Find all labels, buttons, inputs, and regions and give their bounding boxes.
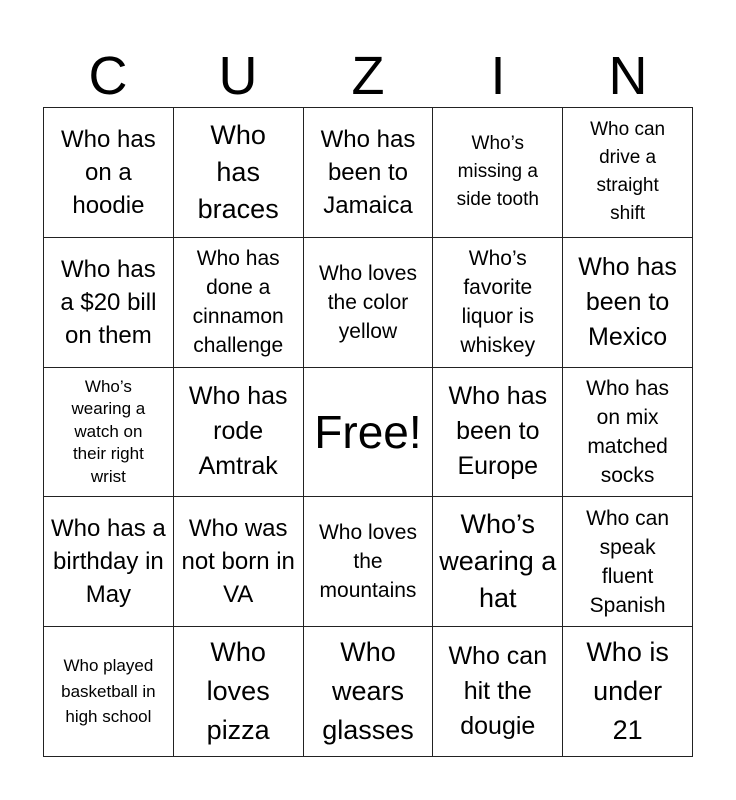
cell-text: Who’s favorite liquor is whiskey <box>460 247 536 358</box>
cell-text: Who can hit the dougie <box>448 642 548 741</box>
bingo-cell-r3c5[interactable] <box>563 368 693 498</box>
free-space-label: Free! <box>314 405 422 458</box>
bingo-cell-r2c4[interactable] <box>433 238 563 368</box>
bingo-cell-r5c5[interactable] <box>563 627 693 757</box>
bingo-header <box>43 46 693 106</box>
cell-text: Who has a birthday in May <box>51 515 166 609</box>
cell-text: Who loves pizza <box>206 637 270 746</box>
cell-text: Who has rode Amtrak <box>188 382 288 481</box>
cell-text: Who was not born in VA <box>181 515 295 609</box>
bingo-cell-r2c1[interactable] <box>44 238 174 368</box>
bingo-cell-r3c1[interactable] <box>44 368 174 498</box>
cell-text: Who has a $20 bill on them <box>60 255 157 349</box>
cell-text: Who has been to Jamaica <box>320 125 416 219</box>
cell-text: Who has done a cinnamon challenge <box>192 247 284 358</box>
bingo-cell-r5c1[interactable] <box>44 627 174 757</box>
cell-text: Who has braces <box>197 119 279 224</box>
bingo-grid <box>43 107 693 757</box>
header-letter-z: Z <box>351 46 385 106</box>
cell-text: Who has on a hoodie <box>61 125 156 219</box>
cell-text: Who’s wearing a watch on their right wrist <box>71 376 146 486</box>
bingo-cell-r5c4[interactable] <box>433 627 563 757</box>
cell-text: Who wears glasses <box>322 637 414 746</box>
cell-text: Who has been to Mexico <box>578 252 677 351</box>
cell-text: Who can speak fluent Spanish <box>586 506 670 617</box>
cell-text: Who has been to Europe <box>448 382 548 481</box>
cell-text: Who played basketball in high school <box>61 656 156 727</box>
cell-text: Who can drive a straight shift <box>590 119 666 225</box>
cell-text: Who has on mix matched socks <box>586 376 670 487</box>
bingo-cell-r2c3[interactable] <box>304 238 434 368</box>
cell-text: Who is under 21 <box>586 637 669 746</box>
bingo-cell-r4c5[interactable] <box>563 497 693 627</box>
bingo-cell-r1c2[interactable] <box>174 108 304 238</box>
cell-text: Who loves the color yellow <box>318 261 417 343</box>
bingo-cell-r1c1[interactable] <box>44 108 174 238</box>
bingo-cell-r4c1[interactable] <box>44 497 174 627</box>
header-letter-n: N <box>608 46 648 106</box>
cell-text: Who’s missing a side tooth <box>456 133 539 211</box>
cell-text: Who loves the mountains <box>318 521 417 603</box>
bingo-cell-r4c2[interactable] <box>174 497 304 627</box>
bingo-cell-r5c3[interactable] <box>304 627 434 757</box>
cell-text: Who’s wearing a hat <box>439 509 557 614</box>
bingo-cell-r3c3[interactable] <box>304 368 434 498</box>
bingo-cell-r2c5[interactable] <box>563 238 693 368</box>
bingo-cell-r3c2[interactable] <box>174 368 304 498</box>
bingo-cell-r5c2[interactable] <box>174 627 304 757</box>
header-letter-c: C <box>88 46 128 106</box>
bingo-cell-r1c3[interactable] <box>304 108 434 238</box>
bingo-cell-r1c5[interactable] <box>563 108 693 238</box>
bingo-cell-r4c3[interactable] <box>304 497 434 627</box>
header-letter-i: I <box>490 46 506 106</box>
bingo-cell-r3c4[interactable] <box>433 368 563 498</box>
header-letter-u: U <box>218 46 258 106</box>
bingo-cell-r1c4[interactable] <box>433 108 563 238</box>
bingo-cell-r2c2[interactable] <box>174 238 304 368</box>
bingo-cell-r4c4[interactable] <box>433 497 563 627</box>
